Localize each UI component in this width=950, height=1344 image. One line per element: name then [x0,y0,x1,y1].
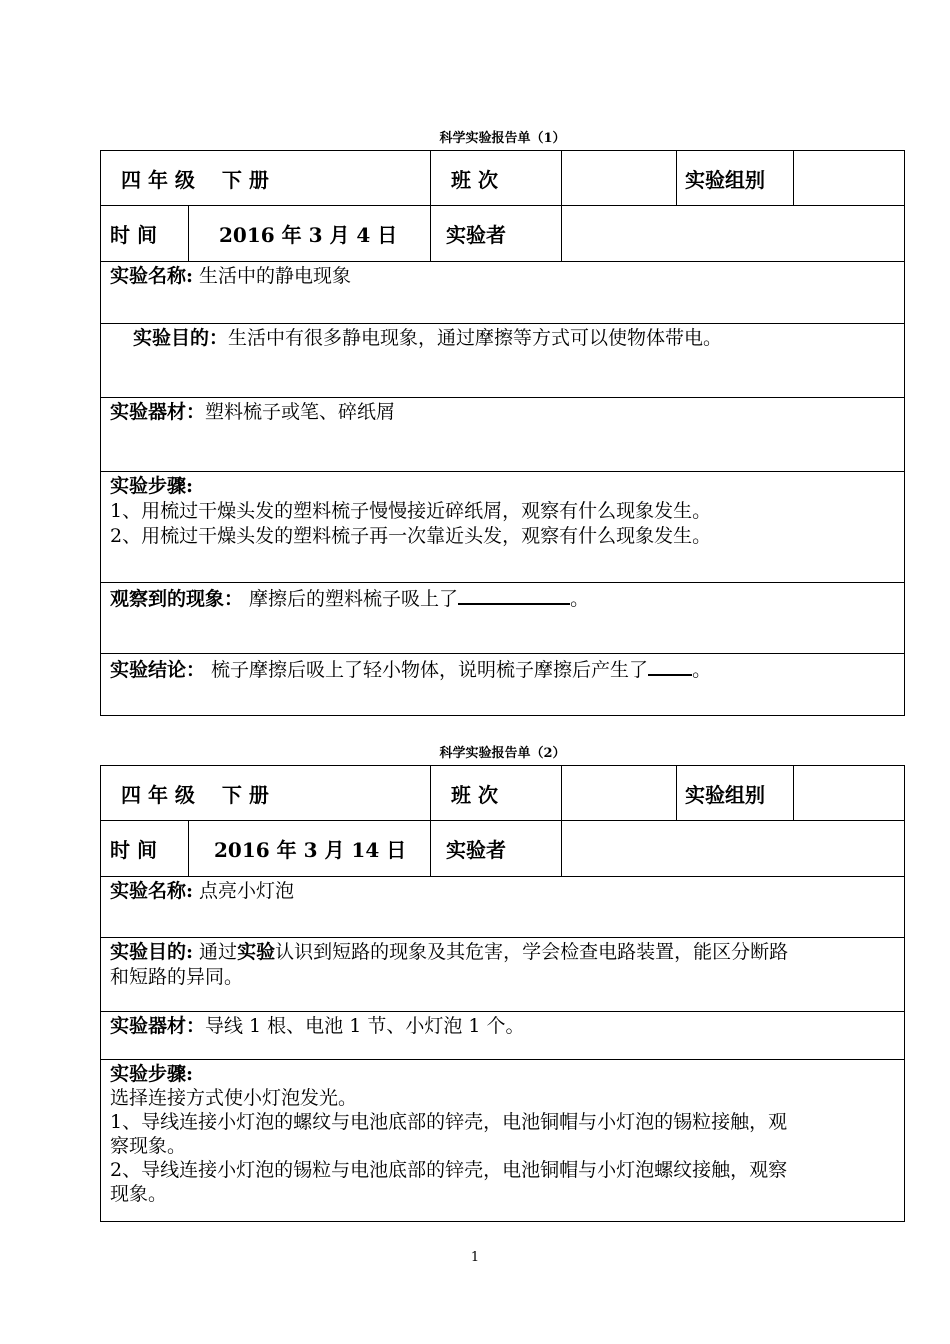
experiment-materials-section [101,1012,904,1060]
experiment-materials-label: 实验器材： [110,1015,206,1037]
conclusion-end: 。 [692,659,712,681]
grade-label: 四 年 级 下 册 [121,782,269,807]
page-number: 1 [470,1250,480,1265]
experiment-name-label: 实验名称: [110,265,194,287]
experiment-name-section [101,877,904,938]
conclusion-section [101,654,904,715]
observation-section [101,583,904,654]
conclusion-blank[interactable] [648,656,692,676]
observation-end: 。 [570,588,590,610]
conclusion-value: 梳子摩擦后吸上了轻小物体，说明梳子摩擦后产生了 [205,659,649,681]
experimenter-label: 实验者 [446,838,506,862]
observation-value: 摩擦后的塑料梳子吸上了 [243,588,459,610]
time-label: 时 间 [110,223,157,247]
experimenter-value[interactable] [562,206,904,261]
report1-title: 科学实验报告单（1） [439,131,566,146]
experiment-name-value: 点亮小灯泡 [193,880,295,902]
report2-table [100,765,905,1222]
step-item: 2、导线连接小灯泡的锡粒与电池底部的锌壳，电池铜帽与小灯泡螺纹接触，观察 [110,1159,788,1181]
experiment-name-label: 实验名称: [110,880,194,902]
report2-time-row [101,821,904,877]
experiment-purpose-label: 实验目的: [110,941,194,963]
step-item: 2、用梳过干燥头发的塑料梳子再一次靠近头发，观察有什么现象发生。 [110,525,712,547]
experiment-steps-label: 实验步骤: [110,475,194,497]
experiment-purpose-value: 通过 [193,941,238,963]
experiment-materials-section [101,398,904,472]
experiment-purpose-value: 生活中有很多静电现象，通过摩擦等方式可以使物体带电。 [228,327,723,349]
experiment-steps-section [101,1060,904,1221]
step-item: 现象。 [110,1183,168,1205]
class-label: 班 次 [451,167,498,192]
grade-label: 四 年 级 下 册 [121,167,269,192]
class-label: 班 次 [451,782,498,807]
experiment-materials-label: 实验器材： [110,401,206,423]
experiment-purpose-section [101,324,904,398]
step-item: 1、用梳过干燥头发的塑料梳子慢慢接近碎纸屑，观察有什么现象发生。 [110,500,712,522]
class-value[interactable] [562,151,676,205]
experimenter-label: 实验者 [446,223,506,247]
experiment-materials-value: 塑料梳子或笔、碎纸屑 [205,401,396,423]
class-value[interactable] [562,766,676,820]
experiment-purpose-label: 实验目的： [133,327,229,349]
experiment-steps-label: 实验步骤: [110,1063,194,1085]
report2-header-row [101,766,904,821]
experiment-purpose-bold: 实验 [237,941,276,963]
observation-label: 观察到的现象： [110,588,244,610]
group-value[interactable] [794,151,904,205]
report1-time-row [101,206,904,262]
experiment-purpose-value-rest: 认识到短路的现象及其危害，学会检查电路装置，能区分断路 [275,941,789,963]
experiment-purpose-line2: 和短路的异同。 [110,966,244,988]
step-item: 察现象。 [110,1135,187,1157]
experiment-purpose-section [101,938,904,1012]
group-label: 实验组别 [685,167,765,192]
group-value[interactable] [794,766,904,820]
experimenter-value[interactable] [562,821,904,876]
time-label: 时 间 [110,838,157,862]
step-item: 1、导线连接小灯泡的螺纹与电池底部的锌壳，电池铜帽与小灯泡的锡粒接触，观 [110,1111,788,1133]
report1-header-row [101,151,904,206]
group-label: 实验组别 [685,782,765,807]
experiment-name-section [101,262,904,324]
observation-blank[interactable] [458,585,570,605]
experiment-name-value: 生活中的静电现象 [193,265,352,287]
experiment-steps-section [101,472,904,583]
step-item: 选择连接方式使小灯泡发光。 [110,1087,358,1109]
experiment-materials-value: 导线 1 根、电池 1 节、小灯泡 1 个。 [205,1015,525,1037]
report1-table [100,150,905,716]
date-value: 2016 年 3 月 14 日 [214,838,407,862]
report2-title: 科学实验报告单（2） [439,746,566,761]
date-value: 2016 年 3 月 4 日 [219,223,398,247]
conclusion-label: 实验结论： [110,659,206,681]
